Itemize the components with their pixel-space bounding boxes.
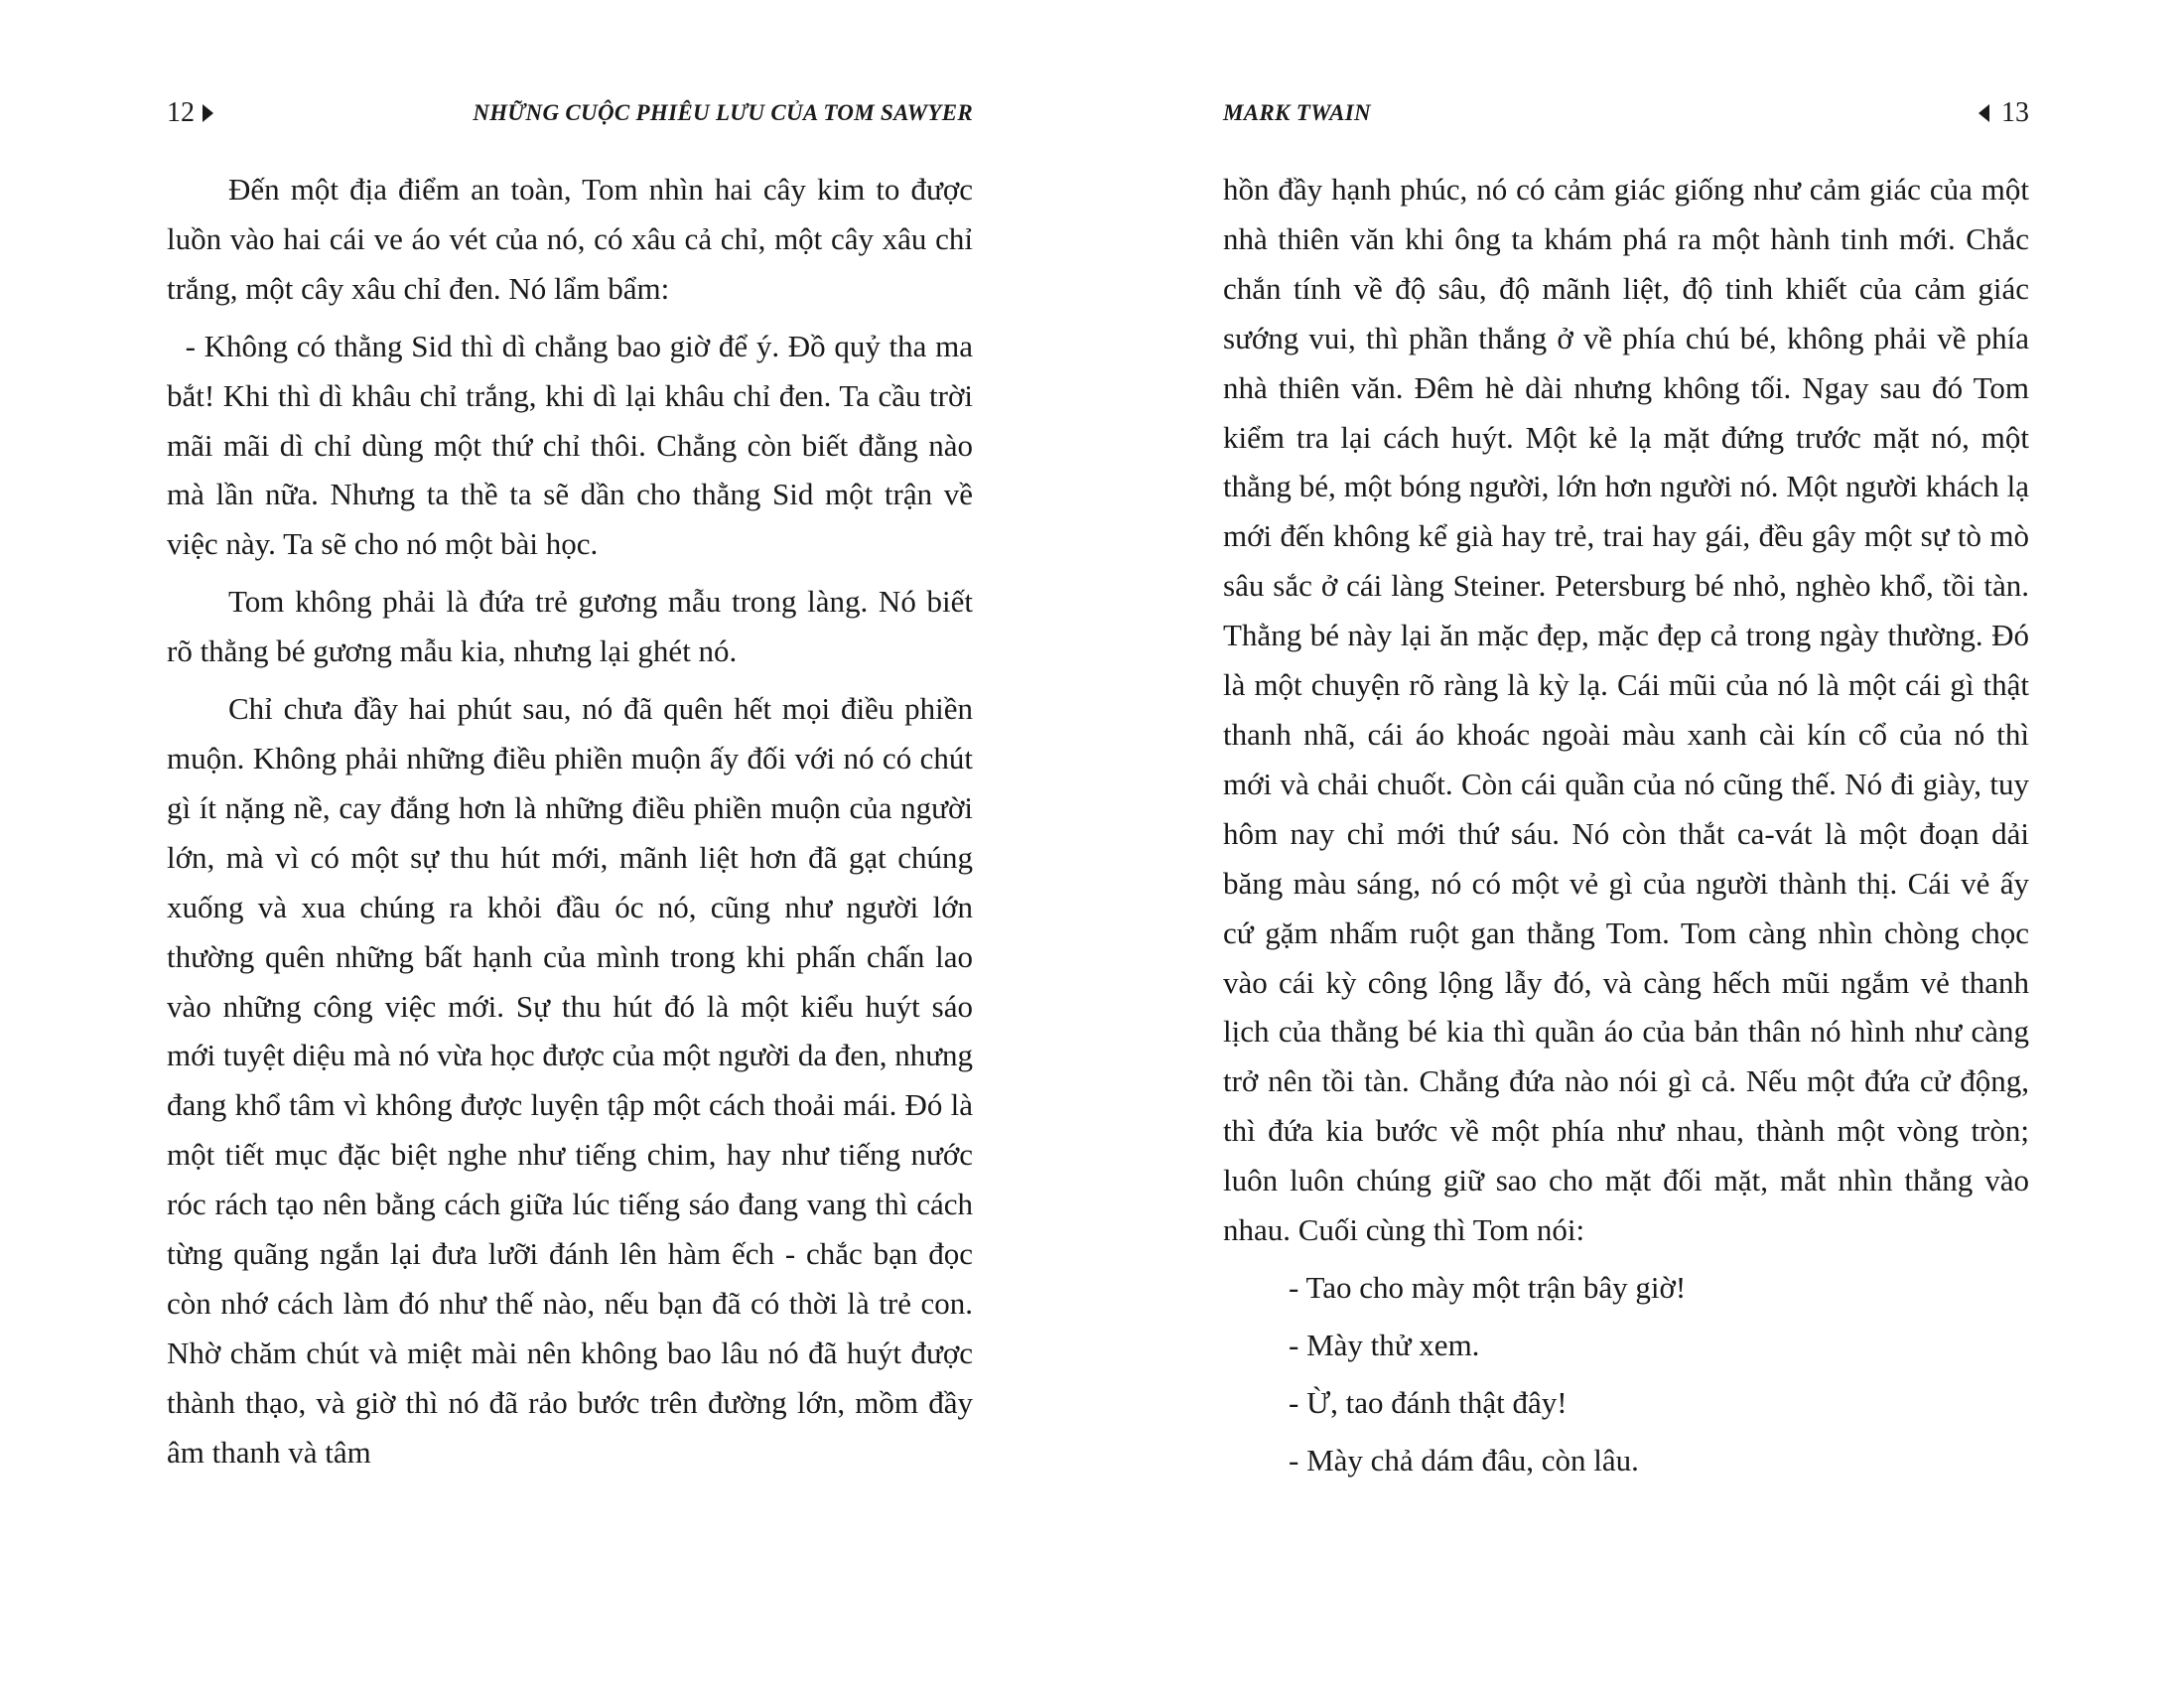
page-number-right-text: 13 [2001,97,2029,128]
right-page [1223,0,2029,1688]
paragraph: Đến một địa điểm an toàn, Tom nhìn hai cây kim to được luồn vào hai cái ve áo vét của nó, có xâu cả chỉ, một cây xâu chỉ trắng, một cây xâu chỉ đen. Nó lẩm bẩm: [167,172,973,306]
paragraph: Chỉ chưa đầy hai phút sau, nó đã quên hết mọi điều phiền muộn. Không phải những điều phiền muộn ấy đối với nó có chút gì ít nặng nề, cay đắng hơn là những điều phiền muộn của người lớn, mà vì có một sự thu hút mới, mãnh liệt hơn đã gạt chúng xuống và xua chúng ra khỏi đầu óc nó, cũng như người lớn thường quên những bất hạnh của mình trong khi phấn chấn lao vào những công việc mới. Sự thu hút đó là một kiểu huýt sáo mới tuyệt diệu mà nó vừa học được của một người da đen, nhưng đang khổ tâm vì không được luyện tập một cách thoải mái. Đó là một tiết mục đặc biệt nghe như tiếng chim, hay như tiếng nước róc rách tạo nên bằng cách giữa lúc tiếng sáo đang vang thì cách từng quãng ngắn lại đưa lưỡi đánh lên hàm ếch - chắc bạn đọc còn nhớ cách làm đó như thế nào, nếu bạn đã có thời là trẻ con. Nhờ chăm chút và miệt mài nên không bao lâu nó đã huýt được thành thạo, và giờ thì nó đã rảo bước trên đường lớn, mồm đầy âm thanh và tâm [167,691,973,1470]
page-number-left-text: 12 [167,97,195,128]
page-number-left [167,93,213,133]
dialogue-line: - Ừ, tao đánh thật đây! [1289,1384,1568,1420]
dialogue-line: - Tao cho mày một trận bây giờ! [1289,1269,1687,1305]
page-number-right [1979,93,2029,133]
dialogue-line: - Mày thử xem. [1289,1327,1480,1362]
left-page-header [167,93,973,133]
running-title-right: MARK TWAIN [1223,100,1371,125]
running-title-left: NHỮNG CUỘC PHIÊU LƯU CỦA TOM SAWYER [473,100,973,125]
paragraph: - Không có thằng Sid thì dì chẳng bao giờ để ý. Đồ quỷ tha ma bắt! Khi thì dì khâu chỉ trắng, khi dì lại khâu chỉ đen. Ta cầu trời mãi mãi dì chỉ dùng một thứ chỉ thôi. Chẳng còn biết đằng nào mà lần nữa. Nhưng ta thề ta sẽ dần cho thằng Sid một trận về việc này. Ta sẽ cho nó một bài học. [167,328,973,562]
right-page-body [1223,165,2029,1485]
left-page [167,0,973,1688]
paragraph: Tom không phải là đứa trẻ gương mẫu trong làng. Nó biết rõ thằng bé gương mẫu kia, nhưng lại ghét nó. [167,584,973,669]
arrow-right-icon [203,104,213,122]
left-page-body [167,165,973,1485]
dialogue-line: - Mày chả dám đâu, còn lâu. [1289,1442,1639,1477]
paragraph: hồn đầy hạnh phúc, nó có cảm giác giống như cảm giác của một nhà thiên văn khi ông ta khám phá ra một hành tinh mới. Chắc chắn tính về độ sâu, độ mãnh liệt, độ tinh khiết của cảm giác sướng vui, thì phần thắng ở về phía chú bé, không phải về phía nhà thiên văn. Đêm hè dài nhưng không tối. Ngay sau đó Tom kiểm tra lại cách huýt. Một kẻ lạ mặt đứng trước mặt nó, một thằng bé, một bóng người, lớn hơn người nó. Một người khách lạ mới đến không kể già hay trẻ, trai hay gái, đều gây một sự tò mò sâu sắc ở cái làng Steiner. Petersburg bé nhỏ, nghèo khổ, tồi tàn. Thằng bé này lại ăn mặc đẹp, mặc đẹp cả trong ngày thường. Đó là một chuyện rõ ràng là kỳ lạ. Cái mũi của nó là một cái gì thật thanh nhã, cái áo khoác ngoài màu xanh cài kín cổ của nó thì mới và chải chuốt. Còn cái quần của nó cũng thế. Nó đi giày, tuy hôm nay chỉ mới thứ sáu. Nó còn thắt ca-vát là một đoạn dải băng màu sáng, nó có một vẻ gì của người thành thị. Cái vẻ ấy cứ gặm nhấm ruột gan thằng Tom. Tom càng nhìn chòng chọc vào cái kỳ công lộng lẫy đó, và càng hếch mũi ngắm vẻ thanh lịch của thằng bé kia thì quần áo của bản thân nó hình như càng trở nên tồi tàn. Chẳng đứa nào nói gì cả. Nếu một đứa cử động, thì đứa kia bước về một phía như nhau, thành một vòng tròn; luôn luôn chúng giữ sao cho mặt đối mặt, mắt nhìn thẳng vào nhau. Cuối cùng thì Tom nói: [1223,172,2029,1248]
right-page-header [1223,93,2029,133]
arrow-left-icon [1979,104,1989,122]
